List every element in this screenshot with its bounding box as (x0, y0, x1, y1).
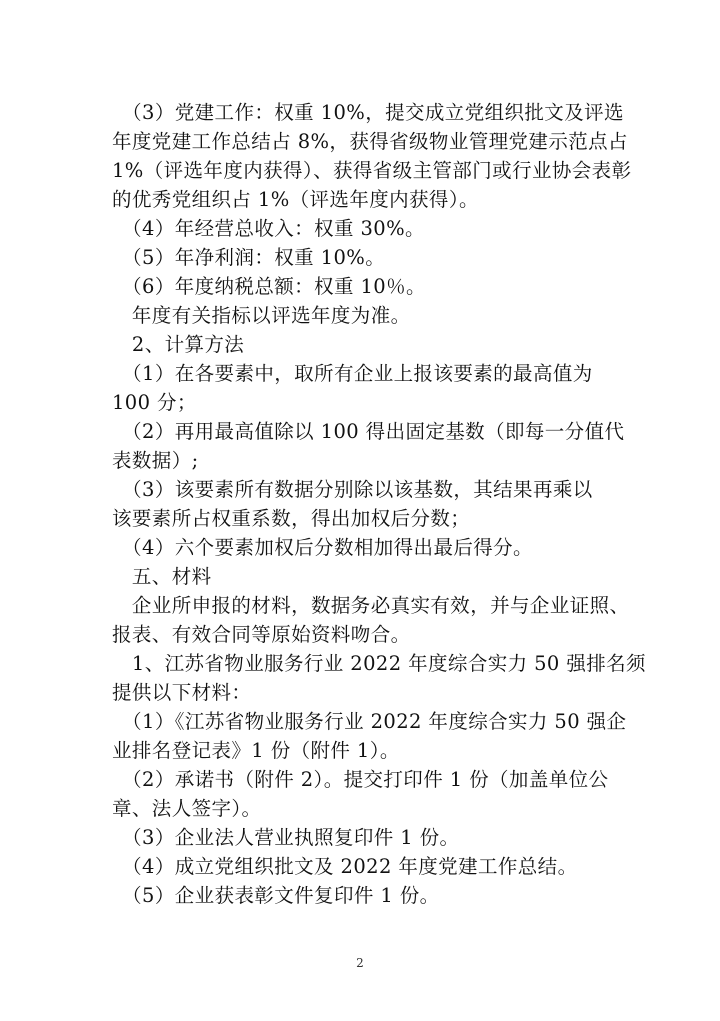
text-line: （4）六个要素加权后分数相加得出最后得分。 (112, 536, 533, 559)
text-line: 年度党建工作总结占 8%，获得省级物业管理党建示范点占 (112, 130, 628, 153)
text-line: 1%（评选年度内获得）、获得省级主管部门或行业协会表彰 (112, 159, 632, 182)
text-line: （3）该要素所有数据分别除以该基数，其结果再乘以 (112, 478, 593, 501)
text-line: （5）企业获表彰文件复印件 1 份。 (112, 884, 440, 907)
text-line: （2）再用最高值除以 100 得出固定基数（即每一分值代 (112, 420, 625, 443)
text-line: 该要素所占权重系数，得出加权后分数； (112, 507, 471, 530)
text-line: 的优秀党组织占 1%（评选年度内获得）。 (112, 188, 479, 211)
text-line: （1）《江苏省物业服务行业 2022 年度综合实力 50 强企 (112, 710, 627, 733)
text-line: （6）年度纳税总额：权重 10％。 (112, 275, 426, 298)
text-line: （5）年净利润：权重 10%。 (112, 246, 386, 269)
page-body (112, 98, 646, 910)
text-line: 1、江苏省物业服务行业 2022 年度综合实力 50 强排名须 (112, 652, 646, 675)
text-line: （3）企业法人营业执照复印件 1 份。 (112, 826, 460, 849)
text-line: （4）年经营总收入：权重 30%。 (112, 217, 425, 240)
text-line: 业排名登记表》1 份（附件 1）。 (112, 739, 400, 762)
section-heading: 2、计算方法 (112, 333, 245, 356)
text-line: （4）成立党组织批文及 2022 年度党建工作总结。 (112, 855, 578, 878)
text-line: （2）承诺书（附件 2）。提交打印件 1 份（加盖单位公 (112, 768, 609, 791)
text-line: 100 分； (112, 391, 197, 414)
text-line: 章、法人签字）。 (112, 797, 262, 820)
text-line: （3）党建工作：权重 10%，提交成立党组织批文及评选 (112, 101, 624, 124)
text-line: （1）在各要素中，取所有企业上报该要素的最高值为 (112, 362, 593, 385)
text-line: 企业所申报的材料，数据务必真实有效，并与企业证照、 (112, 594, 630, 617)
text-line: 提供以下材料： (112, 681, 252, 704)
text-line: 年度有关指标以评选年度为准。 (112, 304, 411, 327)
text-line: 报表、有效合同等原始资料吻合。 (112, 623, 411, 646)
page-number: 2 (356, 956, 364, 970)
section-heading: 五、材料 (112, 565, 212, 588)
text-line: 表数据）; (112, 449, 199, 472)
